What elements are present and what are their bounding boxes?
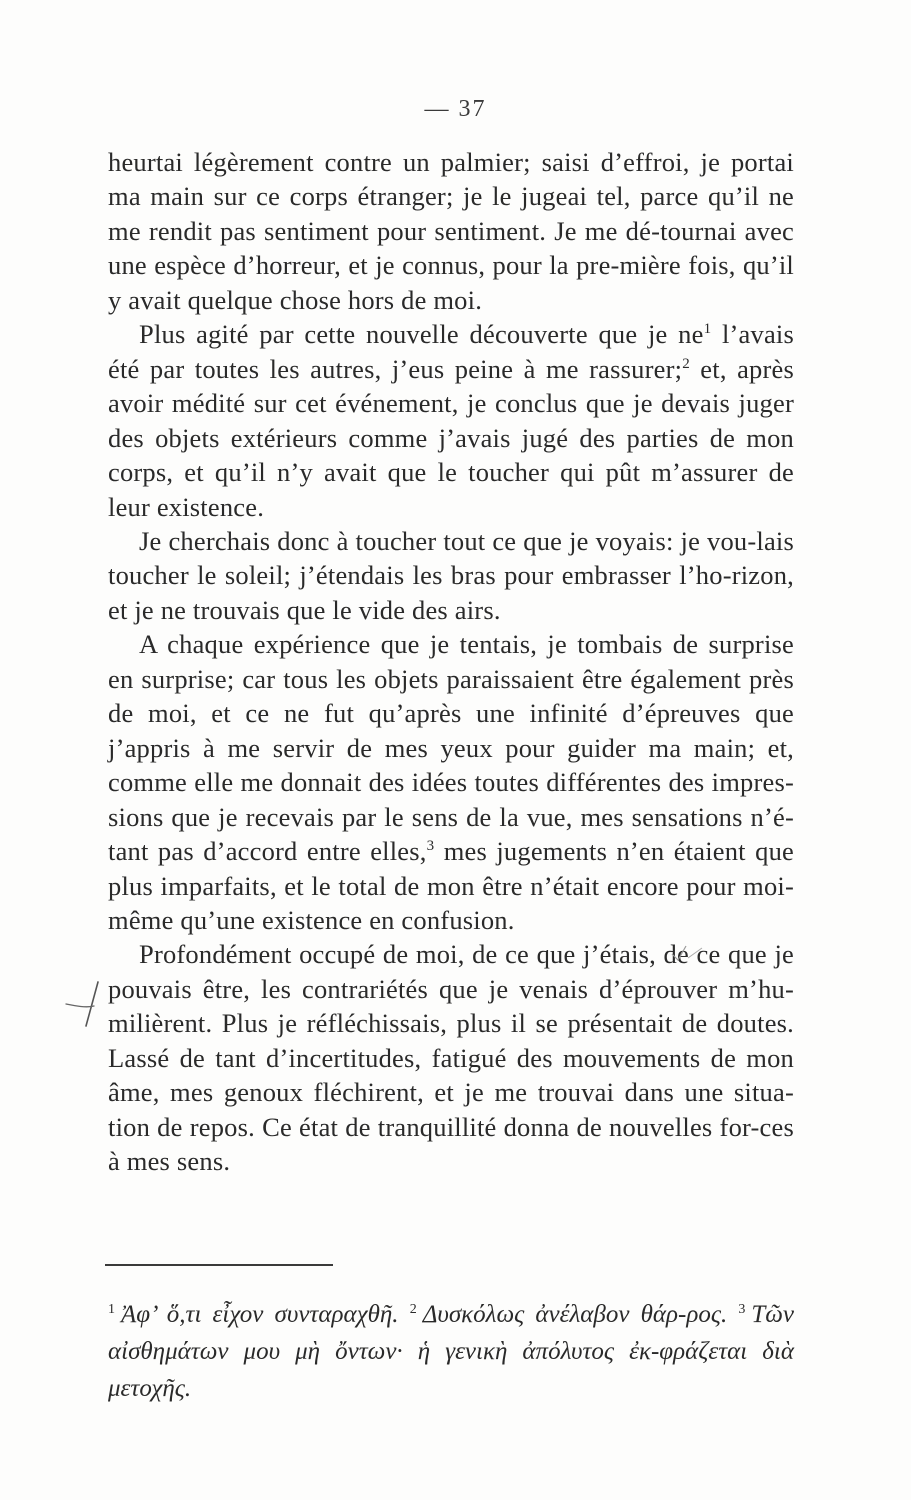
footnote-ref-3: 3: [426, 838, 435, 855]
footnote-ref-2: 2: [682, 355, 690, 372]
footnote-number: 1: [108, 1301, 115, 1317]
paragraph-text: Je cherchais donc à toucher tout ce que je voyais: je vou-lais toucher le soleil; j’étendais les bras pour embrasser l’ho-rizon, et je ne trouvais que le vide des airs.: [108, 525, 794, 625]
paragraph-p1: [108, 145, 794, 317]
paragraph-text: et, après avoir médité sur cet événement, je conclus que je devais juger des objets extérieurs comme j’avais jugé des parties de mon corps, et qu’il n’y avait que le toucher qui pût m’assurer de leur existence.: [108, 353, 794, 522]
paragraph-text: heurtai légèrement contre un palmier; saisi d’effroi, je portai ma main sur ce corps étranger; je le jugeai tel, parce qu’il ne me rendit pas sentiment pour sentiment. Je me dé-tournai avec une espèce d’horreur, et je connus, pour la pre-mière fois, qu’il y avait quelque chose hors de moi.: [108, 147, 794, 315]
footnote-text: Ἀφ’ ὅ,τι εἶχον συνταραχθῆ.: [121, 1301, 399, 1328]
paragraph-text: A chaque expérience que je tentais, je tombais de surprise en surprise; car tous les objets paraissaient être également près de moi, et ce ne fut qu’après une infinité d’épreuves que j’appris à me servir de mes yeux pour guider ma main; et, comme elle me donnait des idées toutes différentes des impres-sions que je recevais par le sens de la vue, mes sensations n’é-tant pas d’accord entre elles,: [108, 629, 794, 867]
footnote-text: Δυσκόλως ἀνέλαβον θάρ-ρος.: [422, 1301, 728, 1328]
pencil-check-mark-icon: [668, 940, 708, 964]
page-number-value: 37: [458, 96, 487, 122]
paragraph-p5: [108, 937, 794, 1178]
paragraph-text: Profondément occupé de moi, de ce que j’étais, de ce que je pouvais être, les contrariétés que je venais d’éprouver m’hu-milièrent. Plus je réfléchissais, plus il se présentait de doutes. Lassé de tant d’incertitudes, fatigué des mouvements de mon âme, mes genoux fléchirent, et je me trouvai dans une situa-tion de repos. Ce état de tranquillité donna de nouvelles for-ces à mes sens.: [108, 939, 794, 1177]
footnote-number: 3: [738, 1301, 746, 1317]
paragraph-p3: [108, 524, 794, 627]
page-number: — 37: [424, 96, 487, 122]
paragraph-p4: [108, 627, 794, 937]
footnote-2: [410, 1301, 728, 1328]
footnote-separator: [105, 1264, 333, 1266]
handwritten-slash-mark-icon: [64, 980, 114, 1030]
footnotes: [108, 1296, 794, 1407]
footnote-text: Τῶν αἰσθημάτων μου μὴ ὄντων· ἡ γενικὴ ἀπόλυτος ἐκ-φράζεται διὰ μετοχῆς.: [108, 1301, 794, 1402]
footnote-number: 2: [409, 1301, 417, 1317]
paragraph-text: mes jugements n’en étaient que plus imparfaits, et le total de mon être n’était encore pour moi-même qu’une existence en confusion.: [108, 836, 794, 935]
paragraph-text: Plus agité par cette nouvelle découverte que je ne: [139, 319, 704, 350]
paragraph-text: l’avais été par toutes les autres, j’eus peine à me rassurer;: [108, 319, 794, 384]
paragraph-p2: [108, 317, 794, 524]
footnote-ref-1: 1: [703, 321, 712, 338]
footnote-1: [108, 1301, 399, 1328]
body-text: [108, 145, 794, 1179]
